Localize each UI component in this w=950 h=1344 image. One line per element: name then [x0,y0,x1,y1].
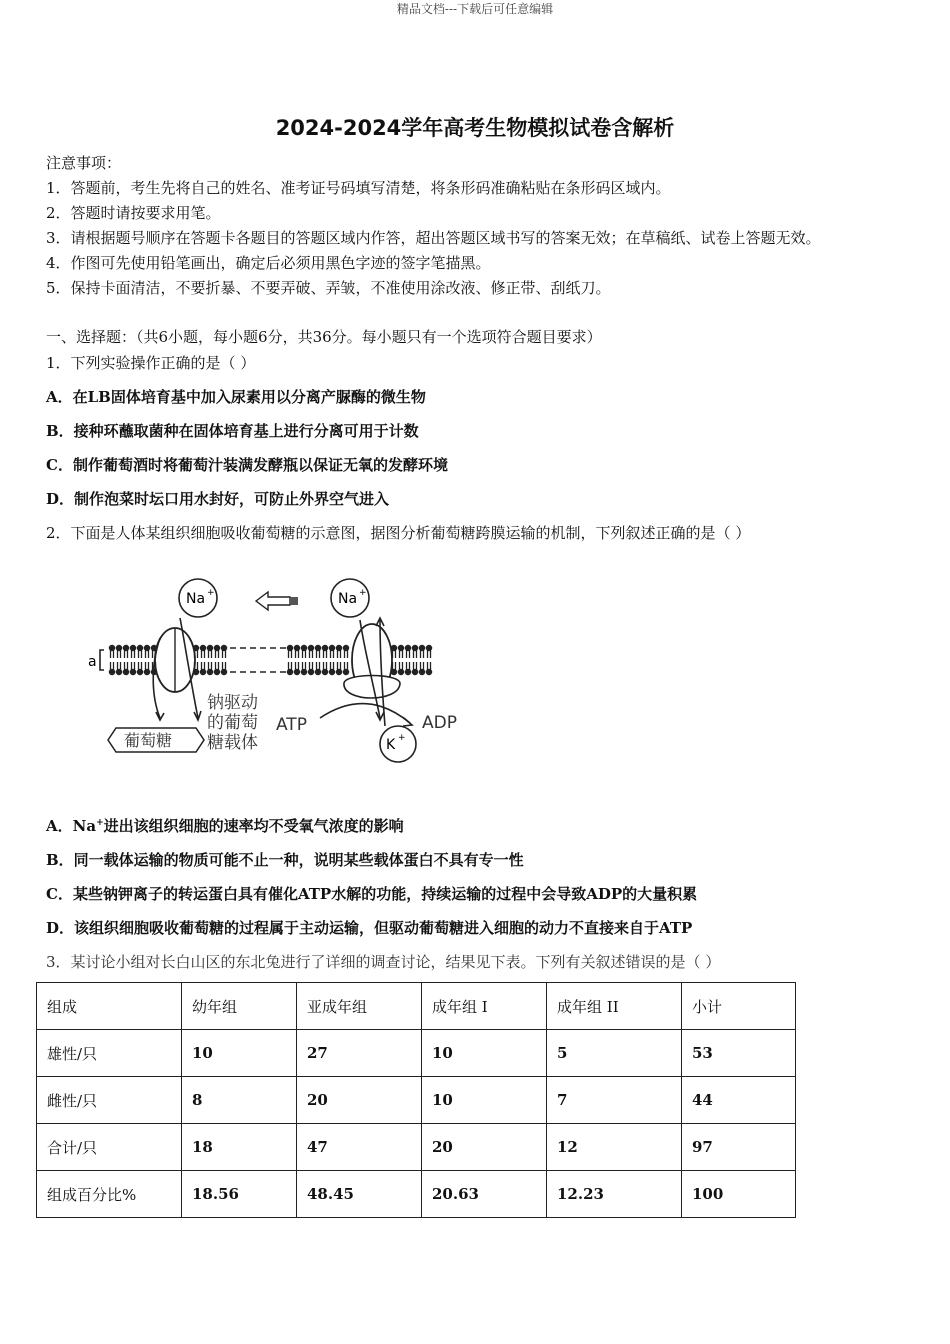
q1-option-a: A．在LB固体培育基中加入尿素用以分离产脲酶的微生物 [46,388,426,406]
adp-label: ADP [422,713,457,733]
lipid-head [315,669,320,674]
notice-item-3: 3．请根据题号顺序在答题卡各题目的答题区域内作答，超出答题区域书写的答案无效；在草稿纸、试卷上答题无效。 [46,229,821,247]
table-cell: 44 [682,1077,796,1124]
table-row [37,1030,796,1077]
table-cell: 10 [182,1030,297,1077]
lipid-head [412,645,417,650]
table-cell: 合计/只 [37,1124,182,1171]
lipid-head [336,645,341,650]
lipid-head [214,669,219,674]
table-cell: 12 [547,1124,682,1171]
q1-option-c: C．制作葡萄酒时将葡萄汁装满发酵瓶以保证无氧的发酵环境 [46,456,448,474]
lipid-head [144,669,149,674]
table-cell: 18 [182,1124,297,1171]
page-title: 2024-2024学年高考生物模拟试卷含解析 [275,116,675,140]
table-cell: 20 [297,1077,422,1124]
lipid-head [398,669,403,674]
table-header-cell: 组成 [37,983,182,1030]
q1-option-d: D．制作泡菜时坛口用水封好，可防止外界空气进入 [46,490,390,508]
table-cell: 10 [422,1030,547,1077]
carrier-label-line1: 钠驱动 [207,693,258,713]
lipid-head [116,669,121,674]
lipid-head [200,669,205,674]
svg-text:+: + [207,588,215,598]
rabbit-survey-table [36,982,796,1218]
lipid-head [144,645,149,650]
glucose-label: 葡萄糖 [124,731,173,750]
lipid-head [137,669,142,674]
na-left-label: Na [186,591,206,607]
lipid-head [214,645,219,650]
table-header-cell: 成年组 I [422,983,547,1030]
lipid-head [137,645,142,650]
lipid-head [123,645,128,650]
notice-item-5: 5．保持卡面清洁，不要折暴、不要弄破、弄皱，不准使用涂改液、修正带、刮纸刀。 [46,279,611,297]
k-label: K [386,737,396,753]
arrow-left-icon [256,592,290,610]
table-cell: 5 [547,1030,682,1077]
table-header-row [37,983,796,1030]
table-row [37,1077,796,1124]
table-cell: 100 [682,1171,796,1218]
lipid-head [426,669,431,674]
lipid-head [221,645,226,650]
lipid-head [391,669,396,674]
lipid-head [294,645,299,650]
lipid-head [207,645,212,650]
lipid-head [130,645,135,650]
table-row [37,1124,796,1171]
table-cell: 组成百分比% [37,1171,182,1218]
glucose-transport-figure [80,568,480,768]
lipid-head [109,669,114,674]
lipid-head [391,645,396,650]
q2-stem: 2．下面是人体某组织细胞吸收葡萄糖的示意图，据图分析葡萄糖跨膜运输的机制，下列叙述正确的是（ ） [46,524,751,542]
table-cell: 雄性/只 [37,1030,182,1077]
q2-option-d: D．该组织细胞吸收葡萄糖的过程属于主动运输，但驱动葡萄糖进入细胞的动力不直接来自于ATP [46,919,693,937]
lipid-head [398,645,403,650]
lipid-head [343,645,348,650]
na-right-label: Na [338,591,358,607]
table-header-cell: 成年组 II [547,983,682,1030]
lipid-head [301,645,306,650]
table-cell: 12.23 [547,1171,682,1218]
lipid-head [426,645,431,650]
lipid-head [322,669,327,674]
table-row [37,1171,796,1218]
table-cell: 7 [547,1077,682,1124]
table-cell: 47 [297,1124,422,1171]
table-cell: 20 [422,1124,547,1171]
lipid-head [412,669,417,674]
table-cell: 20.63 [422,1171,547,1218]
table-header-cell: 小计 [682,983,796,1030]
lipid-head [109,645,114,650]
q2-option-a: A．Na+进出该组织细胞的速率均不受氧气浓度的影响 [46,817,404,835]
table-cell: 10 [422,1077,547,1124]
table-cell: 48.45 [297,1171,422,1218]
lipid-head [343,669,348,674]
lipid-head [329,645,334,650]
lipid-head [130,669,135,674]
lipid-head [419,645,424,650]
atp-label: ATP [276,715,307,735]
lipid-head [207,669,212,674]
membrane [100,650,104,670]
table-cell: 雌性/只 [37,1077,182,1124]
q2-option-b: B．同一载体运输的物质可能不止一种，说明某些载体蛋白不具有专一性 [46,851,524,869]
carrier-label-line2: 的葡萄 [207,713,258,733]
notice-item-4: 4．作图可先使用铅笔画出，确定后必须用黑色字迹的签字笔描黑。 [46,254,491,272]
lipid-head [200,645,205,650]
lipid-head [405,669,410,674]
label-a: a [88,654,97,670]
svg-text:+: + [359,588,367,598]
lipid-head [308,645,313,650]
q3-stem: 3．某讨论小组对长白山区的东北兔进行了详细的调查讨论，结果见下表。下列有关叙述错误的是（ ） [46,953,721,971]
table-cell: 27 [297,1030,422,1077]
lipid-head [308,669,313,674]
lipid-head [315,645,320,650]
q1-option-b: B．接种环蘸取菌种在固体培育基上进行分离可用于计数 [46,422,419,440]
table-cell: 97 [682,1124,796,1171]
table-header-cell: 亚成年组 [297,983,422,1030]
notice-heading: 注意事项： [46,154,122,172]
lipid-head [301,669,306,674]
carrier-label-line3: 糖载体 [207,733,258,753]
table-cell: 53 [682,1030,796,1077]
lipid-head [405,645,410,650]
lipid-head [116,645,121,650]
notice-item-1: 1．答题前，考生先将自己的姓名、准考证号码填写清楚，将条形码准确粘贴在条形码区域内。 [46,179,671,197]
q2-option-c: C．某些钠钾离子的转运蛋白具有催化ATP水解的功能，持续运输的过程中会导致ADP的大量积累 [46,885,698,903]
lipid-head [322,645,327,650]
header-note: 精品文档---下载后可任意编辑 [396,2,554,16]
table-header-cell: 幼年组 [182,983,297,1030]
section-heading: 一、选择题：（共6小题，每小题6分，共36分。每小题只有一个选项符合题目要求） [46,328,602,346]
lipid-head [419,669,424,674]
lipid-head [221,669,226,674]
table-cell: 18.56 [182,1171,297,1218]
lipid-head [336,669,341,674]
lipid-head [294,669,299,674]
q1-stem: 1．下列实验操作正确的是（ ） [46,354,256,372]
notice-item-2: 2．答题时请按要求用笔。 [46,204,221,222]
table-cell: 8 [182,1077,297,1124]
svg-text:+: + [398,733,406,743]
lipid-head [329,669,334,674]
lipid-head [123,669,128,674]
